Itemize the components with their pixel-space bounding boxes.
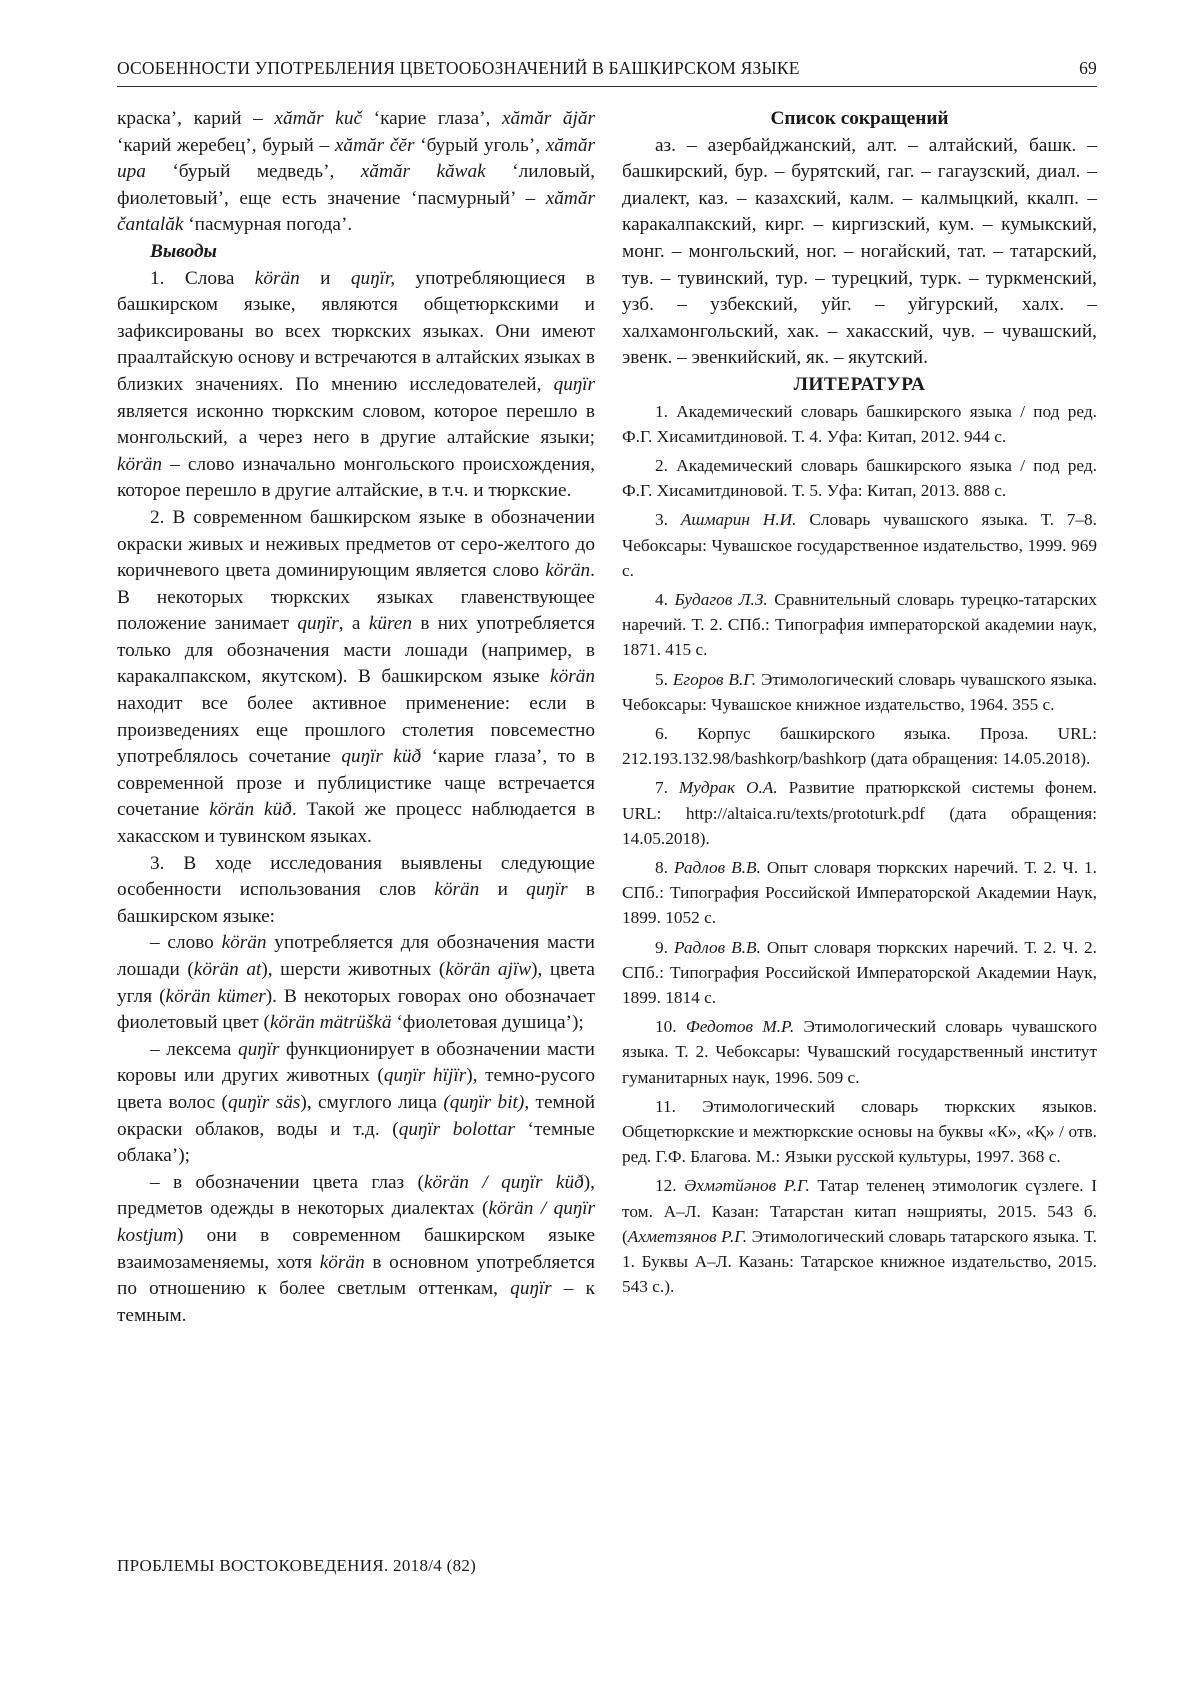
literature-heading: ЛИТЕРАТУРА xyxy=(793,373,926,395)
reference-item: 3. Ашмарин Н.И. Словарь чувашского языка. Т. 7–8. Чебоксары: Чувашское государственное издательство, 1999. 969 с. xyxy=(622,510,1098,580)
abbreviations-heading: Список сокращений xyxy=(770,108,949,129)
feature-bullet-1: – слово körän употребляется для обозначения масти лошади (körän at), шерсти животных (körän ajïw), цвета угля (körän kümer). В некоторых говорах оно обозначает фиолетовый цвет (körän mätrüškä ‘фиолетовая душица’); xyxy=(117,932,595,1034)
journal-footer: ПРОБЛЕМЫ ВОСТОКОВЕДЕНИЯ. 2018/4 (82) xyxy=(117,1556,477,1575)
reference-item: 1. Академический словарь башкирского языка / под ред. Ф.Г. Хисамитдиновой. Т. 4. Уфа: Китап, 2012. 944 с. xyxy=(622,401,1097,446)
reference-item: 7. Мудрак О.А. Развитие пратюркской системы фонем. URL: http://altaica.ru/texts/prototurk.pdf (дата обращения: 14.05.2018). xyxy=(622,778,1097,848)
reference-item: 11. Этимологический словарь тюркских языков. Общетюркские и межтюркские основы на буквы «К», «Қ» / отв. ред. Г.Ф. Благова. М.: Языки русской культуры, 1997. 368 с. xyxy=(622,1096,1097,1167)
abbreviations-list: аз. – азербайджанский, алт. – алтайский, башк. – башкирский, бур. – бурятский, гаг. – гагаузский, диал. – диалект, каз. – казахский, калм. – калмыцкий, ккалп. – каракалпакский, кирг. – киргизский, кум. – кумыкский, монг. – монгольский, ног. – ногайский, тат. – татарский, тув. – тувинский, тур. – турецкий, турк. – туркменский, узб. – узбекский, уйг. – уйгурский, халх. – халхамонгольский, хак. – хакасский, чув. – чувашский, эвенк. – эвенкийский, як. – якутский. xyxy=(622,134,1097,369)
reference-item: 12. Әхмәтйәнов Р.Г. Татар теленең этимологик сүзлеге. I том. А–Л. Казан: Татарстан китап нәшрияты, 2015. 543 б. (Ахметзянов Р.Г. Этимологический словарь татарского языка. Т. 1. Буквы А–Л. Казань: Татарское книжное издательство, 2015. 543 с.). xyxy=(622,1176,1098,1297)
reference-item: 9. Радлов В.В. Опыт словаря тюркских наречий. Т. 2. Ч. 2. СПб.: Типография Российской Императорской Академии Наук, 1899. 1814 с. xyxy=(622,937,1098,1007)
reference-item: 4. Будагов Л.З. Сравнительный словарь турецко-татарских наречий. Т. 2. СПб.: Типография императорской академии наук, 1871. 415 с. xyxy=(622,589,1098,660)
right-column xyxy=(622,106,1097,1303)
reference-item: 2. Академический словарь башкирского языка / под ред. Ф.Г. Хисамитдиновой. Т. 5. Уфа: Китап, 2013. 888 с. xyxy=(622,455,1097,501)
conclusion-1: 1. Слова körän и quŋïr, употребляющиеся в башкирском языке, являются общетюркскими и зафиксированы во всех тюркских языках. Они имеют праалтайскую основу и встречаются в алтайских языках в близких значениях. По мнению исследователей, quŋïr является исконно тюркским словом, которое перешло в монгольский, а через него в другие алтайские языки; körän – слово изначально монгольского происхождения, которое перешло в другие алтайские, в т.ч. и тюркские. xyxy=(117,267,596,502)
page-number: 69 xyxy=(1079,58,1097,78)
reference-list xyxy=(622,399,1097,1300)
conclusion-2: 2. В современном башкирском языке в обозначении окраски живых и неживых предметов от серо-желтого до коричневого цвета доминирующим является слово körän. В некоторых тюркских языках главенствующее положение занимает quŋïr, а küren в них употребляется только для обозначения масти лошади (например, в каракалпакском, якутском). В башкирском языке körän находит все более активное применение: если в произведениях еще прошлого столетия повсеместно употреблялось сочетание quŋïr küð ‘карие глаза’, то в современной прозе и публицистике чаще встречается сочетание körän küð. Такой же процесс наблюдается в хакасском и тувинском языках. xyxy=(117,506,595,848)
left-column xyxy=(117,106,595,1329)
reference-item: 8. Радлов В.В. Опыт словаря тюркских наречий. Т. 2. Ч. 1. СПб.: Типография Российской Императорской Академии Наук, 1899. 1052 с. xyxy=(622,857,1098,928)
reference-item: 6. Корпус башкирского языка. Проза. URL: 212.193.132.98/bashkorp/bashkorp (дата обращения: 14.05.2018). xyxy=(622,723,1097,769)
feature-bullet-2: – лексема quŋïr функционирует в обозначении масти коровы или других животных (quŋïr hïjïr), темно-русого цвета волос (quŋïr säs), смуглого лица (quŋïr bit), темной окраски облаков, воды и т.д. (quŋïr bolottar ‘темные облака’); xyxy=(117,1038,596,1167)
intro-paragraph: краска’, карий – xămăr kuč ‘карие глаза’, xămăr ăjăr ‘карий жеребец’, бурый – xămăr čĕr ‘бурый уголь’, xămăr upa ‘бурый медведь’, xămăr kăwak ‘лиловый, фиолетовый’, еще есть значение ‘пасмурный’ – xămăr čantalăk ‘пасмурная погода’. xyxy=(117,108,595,236)
reference-item: 10. Федотов М.Р. Этимологический словарь чувашского языка. Т. 2. Чебоксары: Чувашский государственный институт гуманитарных наук, 1996. 509 с. xyxy=(622,1017,1097,1087)
reference-item: 5. Егоров В.Г. Этимологический словарь чувашского языка. Чебоксары: Чувашское книжное издательство, 1964. 355 с. xyxy=(622,669,1098,714)
conclusion-3: 3. В ходе исследования выявлены следующие особенности использования слов körän и quŋïr в башкирском языке: xyxy=(117,852,595,927)
running-title: ОСОБЕННОСТИ УПОТРЕБЛЕНИЯ ЦВЕТООБОЗНАЧЕНИЙ В БАШКИРСКОМ ЯЗЫКЕ xyxy=(117,58,800,78)
feature-bullet-3: – в обозначении цвета глаз (körän / quŋïr küð), предметов одежды в некоторых диалектах (körän / quŋïr kostjum) они в современном башкирском языке взаимозаменяемы, хотя körän в основном употребляется по отношению к более светлым оттенкам, quŋïr – к темным. xyxy=(117,1171,595,1326)
running-header xyxy=(117,58,1097,87)
conclusions-heading: Выводы xyxy=(150,240,217,262)
